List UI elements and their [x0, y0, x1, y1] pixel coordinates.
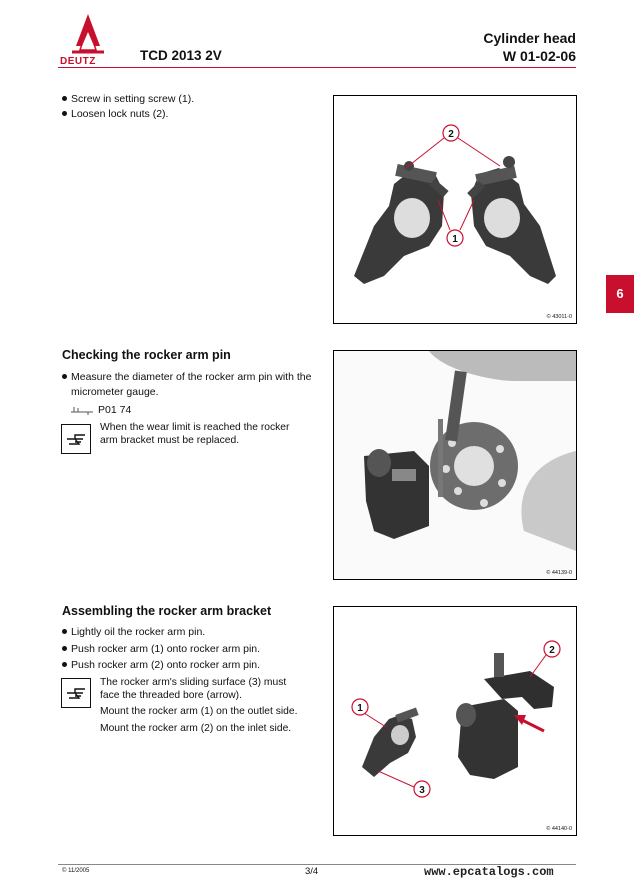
- note-hand-icon: [61, 678, 91, 708]
- section-heading-assembling: Assembling the rocker arm bracket: [62, 604, 272, 618]
- step-list-2: [62, 370, 324, 400]
- figure-micrometer: [333, 350, 577, 580]
- footer-date: © 11/2005: [62, 868, 90, 874]
- deutz-logo: [58, 12, 118, 68]
- deutz-flame-icon: [58, 12, 118, 56]
- page-number: 3/4: [305, 866, 319, 877]
- list-item-continued: micrometer gauge.: [71, 386, 159, 398]
- step-list-3: [62, 625, 324, 673]
- section-heading-checking: Checking the rocker arm pin: [62, 348, 231, 362]
- figure-code: © 44139-0: [546, 570, 572, 576]
- list-item: Loosen lock nuts (2).: [62, 107, 322, 122]
- list-item: Lightly oil the rocker arm pin.: [62, 625, 324, 640]
- model-label: TCD 2013 2V: [140, 48, 222, 63]
- figure-assembly: [333, 606, 577, 836]
- list-item: Push rocker arm (1) onto rocker arm pin.: [62, 642, 324, 657]
- callout-1: 1: [357, 703, 363, 714]
- document-code: W 01-02-06: [502, 48, 576, 64]
- chapter-tab: 6: [606, 275, 634, 313]
- watermark: www.epcatalogs.com: [424, 865, 554, 879]
- callout-1: 1: [452, 234, 458, 245]
- list-item: Push rocker arm (2) onto rocker arm pin.: [62, 658, 324, 673]
- note-text-2: When the wear limit is reached the rocker arm bracket must be replaced.: [100, 422, 290, 446]
- note-hand-icon: [61, 424, 91, 454]
- header-rule: [58, 67, 576, 68]
- tool-number: P01 74: [98, 404, 132, 416]
- callout-3: 3: [419, 785, 425, 796]
- logo-text: DEUTZ: [60, 56, 96, 67]
- page-title: Cylinder head: [483, 30, 576, 46]
- figure-rocker-arms: [333, 95, 577, 324]
- figure-code: © 44140-0: [546, 826, 572, 832]
- list-item: Measure the diameter of the rocker arm pin with the: [62, 370, 324, 385]
- tool-ref: [70, 403, 131, 418]
- caliper-icon: [70, 406, 94, 416]
- step-list-1: [62, 92, 322, 122]
- callout-2: 2: [549, 645, 555, 656]
- figure-code: © 43011-0: [546, 314, 572, 320]
- note-text-3: The rocker arm's sliding surface (3) must face the threaded bore (arrow). Mount the rocker arm (1) on the outlet side. Mount the rocker arm (2) on the inlet side.: [100, 677, 298, 734]
- callout-2: 2: [448, 129, 454, 140]
- list-item: Screw in setting screw (1).: [62, 92, 322, 107]
